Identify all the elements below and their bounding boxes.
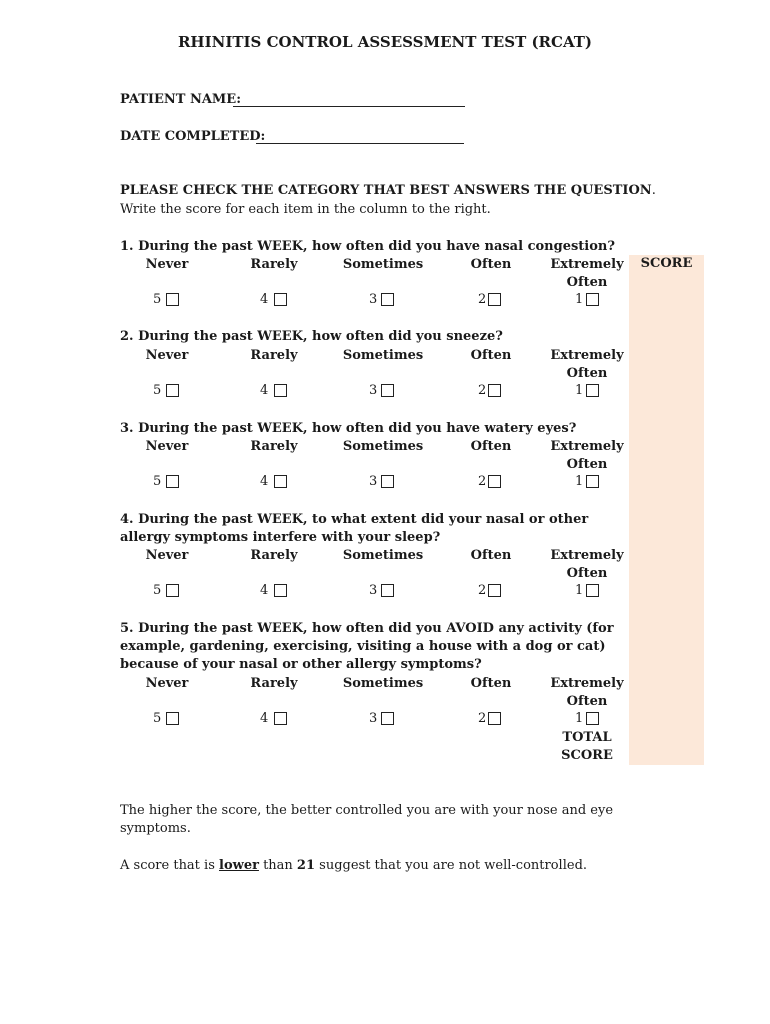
option-label-often: Often — [470, 548, 512, 563]
option-label-never: Never — [145, 676, 189, 691]
option-label-rarely: Rarely — [250, 676, 298, 691]
higher-score-note: The higher the score, the better controlled you are with your nose and eye symptoms. — [120, 803, 614, 836]
page-title: RHINITIS CONTROL ASSESSMENT TEST (RCAT) — [177, 33, 593, 51]
question-2-checkbox-5[interactable] — [166, 384, 179, 397]
option-score-value: 2 — [478, 711, 487, 726]
option-label-often: Often — [470, 257, 512, 272]
question-2-text: 2. During the past WEEK, how often did you sneeze? — [120, 329, 503, 344]
option-label-rarely: Rarely — [250, 439, 298, 454]
option-label-sometimes: Sometimes — [342, 439, 424, 454]
option-label-rarely: Rarely — [250, 548, 298, 563]
question-3-checkbox-5[interactable] — [166, 475, 179, 488]
option-label-extremely-often: Extremely Often — [550, 676, 624, 709]
option-label-extremely-often: Extremely Often — [550, 548, 624, 581]
question-3-checkbox-1[interactable] — [586, 475, 599, 488]
option-score-value: 3 — [369, 583, 378, 598]
question-4-text: 4. During the past WEEK, to what extent did your nasal or other allergy symptoms interfere with your sleep? — [120, 512, 589, 545]
question-1-checkbox-5[interactable] — [166, 293, 179, 306]
option-label-sometimes: Sometimes — [342, 348, 424, 363]
score-header: SCORE — [640, 256, 693, 271]
question-4-checkbox-5[interactable] — [166, 584, 179, 597]
question-2-checkbox-4[interactable] — [274, 384, 287, 397]
date-completed-field[interactable] — [256, 143, 464, 144]
option-label-never: Never — [145, 348, 189, 363]
option-score-value: 5 — [153, 474, 162, 489]
option-score-value: 1 — [575, 474, 584, 489]
question-3-checkbox-3[interactable] — [381, 475, 394, 488]
option-score-value: 5 — [153, 711, 162, 726]
option-label-never: Never — [145, 257, 189, 272]
question-4-checkbox-3[interactable] — [381, 584, 394, 597]
option-label-sometimes: Sometimes — [342, 548, 424, 563]
option-label-never: Never — [145, 439, 189, 454]
question-3-checkbox-2[interactable] — [488, 475, 501, 488]
question-1-text: 1. During the past WEEK, how often did you have nasal congestion? — [120, 239, 615, 254]
option-label-often: Often — [470, 676, 512, 691]
option-score-value: 2 — [478, 583, 487, 598]
option-label-never: Never — [145, 548, 189, 563]
question-4-checkbox-2[interactable] — [488, 584, 501, 597]
option-score-value: 3 — [369, 474, 378, 489]
question-2-checkbox-3[interactable] — [381, 384, 394, 397]
question-5-text: 5. During the past WEEK, how often did you AVOID any activity (for example, gardening, exercising, visiting a house with a dog or cat) because of your nasal or other allergy symptoms? — [120, 621, 614, 672]
question-4-checkbox-4[interactable] — [274, 584, 287, 597]
option-score-value: 2 — [478, 383, 487, 398]
option-label-sometimes: Sometimes — [342, 257, 424, 272]
option-score-value: 2 — [478, 474, 487, 489]
question-1-checkbox-1[interactable] — [586, 293, 599, 306]
option-score-value: 5 — [153, 292, 162, 307]
question-1-checkbox-3[interactable] — [381, 293, 394, 306]
option-label-often: Often — [470, 439, 512, 454]
option-score-value: 3 — [369, 383, 378, 398]
option-score-value: 4 — [260, 292, 269, 307]
option-label-rarely: Rarely — [250, 348, 298, 363]
option-score-value: 4 — [260, 474, 269, 489]
question-5-checkbox-2[interactable] — [488, 712, 501, 725]
option-label-extremely-often: Extremely Often — [550, 257, 624, 290]
question-2-checkbox-1[interactable] — [586, 384, 599, 397]
option-score-value: 2 — [478, 292, 487, 307]
date-completed-label: DATE COMPLETED: — [120, 129, 266, 144]
question-3-checkbox-4[interactable] — [274, 475, 287, 488]
option-score-value: 1 — [575, 383, 584, 398]
option-score-value: 1 — [575, 583, 584, 598]
total-score-label: TOTAL SCORE — [561, 730, 613, 763]
option-score-value: 4 — [260, 583, 269, 598]
option-score-value: 4 — [260, 383, 269, 398]
option-score-value: 1 — [575, 292, 584, 307]
instruction-text: Write the score for each item in the column to the right. — [120, 202, 491, 217]
option-label-rarely: Rarely — [250, 257, 298, 272]
question-5-checkbox-3[interactable] — [381, 712, 394, 725]
question-3-text: 3. During the past WEEK, how often did you have watery eyes? — [120, 421, 577, 436]
threshold-note: A score that is lower than 21 suggest that you are not well-controlled. — [120, 858, 588, 873]
patient-name-field[interactable] — [233, 106, 465, 107]
patient-name-label: PATIENT NAME: — [120, 92, 242, 107]
option-score-value: 3 — [369, 711, 378, 726]
option-score-value: 5 — [153, 583, 162, 598]
question-2-checkbox-2[interactable] — [488, 384, 501, 397]
option-label-often: Often — [470, 348, 512, 363]
option-score-value: 4 — [260, 711, 269, 726]
question-1-checkbox-2[interactable] — [488, 293, 501, 306]
option-label-sometimes: Sometimes — [342, 676, 424, 691]
question-5-checkbox-5[interactable] — [166, 712, 179, 725]
option-label-extremely-often: Extremely Often — [550, 439, 624, 472]
question-4-checkbox-1[interactable] — [586, 584, 599, 597]
question-5-checkbox-1[interactable] — [586, 712, 599, 725]
question-5-checkbox-4[interactable] — [274, 712, 287, 725]
option-label-extremely-often: Extremely Often — [550, 348, 624, 381]
option-score-value: 3 — [369, 292, 378, 307]
question-1-checkbox-4[interactable] — [274, 293, 287, 306]
option-score-value: 5 — [153, 383, 162, 398]
score-column — [629, 255, 704, 765]
instruction-heading: PLEASE CHECK THE CATEGORY THAT BEST ANSWERS THE QUESTION. — [120, 183, 656, 198]
option-score-value: 1 — [575, 711, 584, 726]
